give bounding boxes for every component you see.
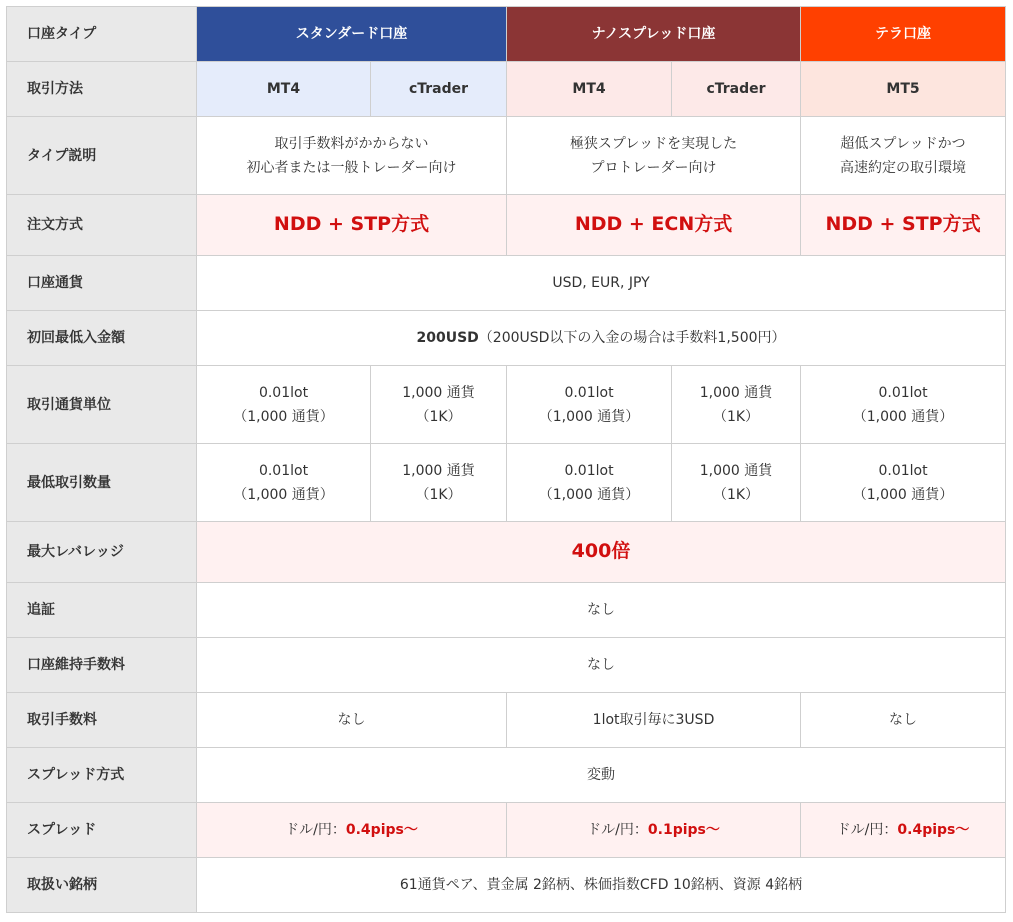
row-currency bbox=[7, 256, 1006, 311]
currency-value: USD, EUR, JPY bbox=[197, 256, 1006, 311]
unit-line: （1K） bbox=[712, 408, 760, 425]
nano-spread bbox=[507, 803, 801, 858]
desc-line: 初心者または一般トレーダー向け bbox=[246, 159, 457, 176]
terra-min-volume bbox=[801, 444, 1006, 522]
volume-line: （1,000 通貨） bbox=[852, 486, 954, 503]
std-mt4-trade-unit bbox=[197, 366, 371, 444]
standard-description bbox=[197, 117, 507, 195]
max-leverage-cell bbox=[197, 522, 1006, 583]
volume-line: （1K） bbox=[415, 486, 462, 503]
row-order-method bbox=[7, 195, 1006, 256]
volume-line: （1,000 通貨） bbox=[233, 486, 334, 503]
row-header: 取引手数料 bbox=[7, 693, 197, 748]
desc-line: 高速約定の取引環境 bbox=[840, 159, 967, 176]
row-header: 初回最低入金額 bbox=[7, 311, 197, 366]
unit-line: （1,000 通貨） bbox=[538, 408, 640, 425]
row-header: スプレッド bbox=[7, 803, 197, 858]
account-comparison-table bbox=[6, 6, 1006, 913]
std-mt4-min-volume bbox=[197, 444, 371, 522]
nano-mt4-trade-unit bbox=[507, 366, 672, 444]
row-trade-unit bbox=[7, 366, 1006, 444]
row-instruments bbox=[7, 858, 1006, 913]
row-header: 口座維持手数料 bbox=[7, 638, 197, 693]
nano-mt4-cell: MT4 bbox=[507, 62, 672, 117]
row-header: 最大レバレッジ bbox=[7, 522, 197, 583]
row-header: 取引通貨単位 bbox=[7, 366, 197, 444]
min-deposit-note: （200USD以下の入金の場合は手数料1,500円） bbox=[478, 330, 786, 346]
standard-spread bbox=[197, 803, 507, 858]
volume-line: （1K） bbox=[712, 486, 760, 503]
volume-line: 0.01lot bbox=[258, 462, 309, 479]
row-header: 口座タイプ bbox=[7, 7, 197, 62]
unit-line: （1,000 通貨） bbox=[233, 408, 334, 425]
volume-line: 1,000 通貨 bbox=[402, 462, 475, 479]
terra-description bbox=[801, 117, 1006, 195]
max-leverage-value: 400倍 bbox=[571, 540, 631, 562]
order-method-value: NDD + STP方式 bbox=[825, 213, 981, 235]
spread-type-value: 変動 bbox=[197, 748, 1006, 803]
unit-line: 0.01lot bbox=[258, 384, 309, 401]
volume-line: 0.01lot bbox=[878, 462, 928, 479]
unit-line: 0.01lot bbox=[878, 384, 928, 401]
desc-line: 超低スプレッドかつ bbox=[840, 135, 966, 152]
unit-line: （1,000 通貨） bbox=[852, 408, 954, 425]
order-method-value: NDD + STP方式 bbox=[273, 213, 430, 235]
standard-commission: なし bbox=[197, 693, 507, 748]
terra-account-header: テラ口座 bbox=[801, 7, 1006, 62]
order-method-value: NDD + ECN方式 bbox=[574, 213, 733, 235]
row-account-type bbox=[7, 7, 1006, 62]
nano-ctrader-trade-unit bbox=[672, 366, 801, 444]
std-ctrader-min-volume bbox=[371, 444, 507, 522]
volume-line: （1,000 通貨） bbox=[538, 486, 640, 503]
unit-line: 1,000 通貨 bbox=[699, 384, 773, 401]
nano-commission: 1lot取引毎に3USD bbox=[507, 693, 801, 748]
unit-line: 1,000 通貨 bbox=[402, 384, 475, 401]
margin-call-value: なし bbox=[197, 583, 1006, 638]
nano-ctrader-cell: cTrader bbox=[672, 62, 801, 117]
desc-line: 極狭スプレッドを実現した bbox=[569, 135, 738, 152]
terra-commission: なし bbox=[801, 693, 1006, 748]
nano-order-method bbox=[507, 195, 801, 256]
terra-trade-unit bbox=[801, 366, 1006, 444]
row-header: 口座通貨 bbox=[7, 256, 197, 311]
spread-prefix: ドル/円： bbox=[836, 822, 898, 838]
spread-value: 0.1pips〜 bbox=[647, 822, 720, 838]
std-mt4-cell: MT4 bbox=[197, 62, 371, 117]
spread-prefix: ドル/円： bbox=[587, 822, 648, 838]
volume-line: 1,000 通貨 bbox=[699, 462, 773, 479]
row-header: 最低取引数量 bbox=[7, 444, 197, 522]
min-deposit-cell bbox=[197, 311, 1006, 366]
row-header: 取引方法 bbox=[7, 62, 197, 117]
nano-mt4-min-volume bbox=[507, 444, 672, 522]
instruments-value: 61通貨ペア、貴金属 2銘柄、株価指数CFD 10銘柄、資源 4銘柄 bbox=[197, 858, 1006, 913]
row-min-deposit bbox=[7, 311, 1006, 366]
row-commission bbox=[7, 693, 1006, 748]
maintenance-fee-value: なし bbox=[197, 638, 1006, 693]
row-header: 注文方式 bbox=[7, 195, 197, 256]
terra-mt5-cell: MT5 bbox=[801, 62, 1006, 117]
unit-line: 0.01lot bbox=[564, 384, 614, 401]
row-header: スプレッド方式 bbox=[7, 748, 197, 803]
row-max-leverage bbox=[7, 522, 1006, 583]
min-deposit-amount: 200USD bbox=[416, 330, 479, 346]
spread-value: 0.4pips〜 bbox=[897, 822, 970, 838]
desc-line: 取引手数料がかからない bbox=[274, 135, 429, 152]
standard-account-header: スタンダード口座 bbox=[197, 7, 507, 62]
nano-description bbox=[507, 117, 801, 195]
row-platform bbox=[7, 62, 1006, 117]
row-margin-call bbox=[7, 583, 1006, 638]
row-header: タイプ説明 bbox=[7, 117, 197, 195]
row-description bbox=[7, 117, 1006, 195]
std-ctrader-cell: cTrader bbox=[371, 62, 507, 117]
spread-prefix: ドル/円： bbox=[285, 822, 346, 838]
standard-order-method bbox=[197, 195, 507, 256]
row-maintenance-fee bbox=[7, 638, 1006, 693]
nano-spread-account-header: ナノスプレッド口座 bbox=[507, 7, 801, 62]
std-ctrader-trade-unit bbox=[371, 366, 507, 444]
row-header: 取扱い銘柄 bbox=[7, 858, 197, 913]
spread-value: 0.4pips〜 bbox=[345, 822, 418, 838]
terra-spread bbox=[801, 803, 1006, 858]
row-min-volume bbox=[7, 444, 1006, 522]
volume-line: 0.01lot bbox=[564, 462, 614, 479]
desc-line: プロトレーダー向け bbox=[590, 159, 717, 176]
row-header: 追証 bbox=[7, 583, 197, 638]
unit-line: （1K） bbox=[415, 408, 462, 425]
row-spread bbox=[7, 803, 1006, 858]
nano-ctrader-min-volume bbox=[672, 444, 801, 522]
terra-order-method bbox=[801, 195, 1006, 256]
row-spread-type bbox=[7, 748, 1006, 803]
